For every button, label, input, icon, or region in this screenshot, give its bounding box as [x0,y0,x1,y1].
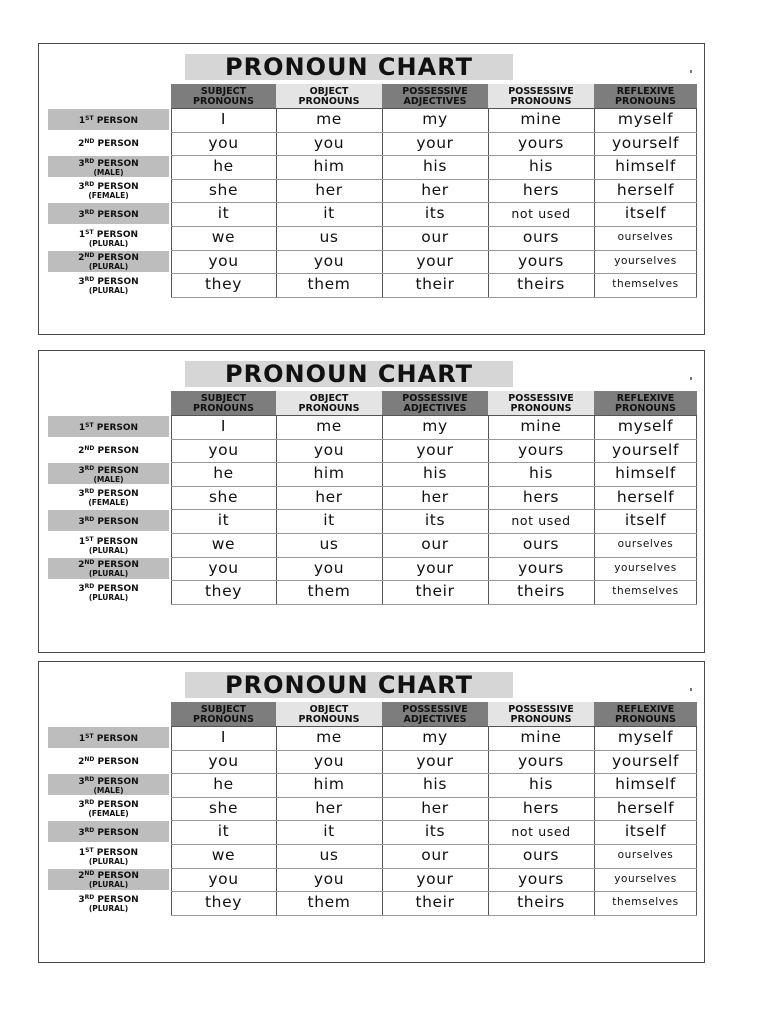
row-label-text: 3RD PERSON [78,488,139,500]
pronoun-cell: herself [616,798,675,817]
column-header [276,702,382,726]
column-header [382,84,488,108]
row-label [48,109,169,130]
column-header [488,702,594,726]
pronoun-cell: his [422,157,447,176]
pronoun-cell: yours [518,133,564,152]
row-label [48,463,169,484]
row-label-qualifier: (PLURAL) [88,569,129,579]
pronoun-cell: his [528,775,553,794]
row-label [48,581,169,602]
row-label-text: 3RD PERSON [78,893,139,905]
row-label-qualifier: (FEMALE) [88,809,129,819]
pronoun-cell: me [316,728,342,746]
pronoun-cell: we [211,228,236,246]
row-label-qualifier: (MALE) [93,474,124,484]
row-label [48,727,169,748]
pronoun-cell: ourselves [617,231,674,243]
pronoun-cell: your [416,440,454,459]
pronoun-cell: she [208,487,239,506]
row-label-text: 3RD PERSON [78,582,139,594]
column-header [594,702,697,726]
pronoun-cell: yourself [611,133,680,152]
pronoun-cell: yours [518,869,564,888]
pronoun-cell: yourself [611,440,680,459]
row-label-qualifier: (FEMALE) [88,498,129,508]
pronoun-cell: your [416,558,454,577]
column-header [594,391,697,415]
pronoun-cell: it [323,822,335,841]
row-label-qualifier: (PLURAL) [88,856,129,866]
pronoun-cell: its [424,204,446,223]
pronoun-cell: themselves [612,278,679,291]
row-label-text: 2ND PERSON [78,138,139,150]
margin-mark [690,377,692,380]
pronoun-cell: we [211,846,236,864]
row-label-qualifier: (PLURAL) [88,545,129,555]
row-label-qualifier: (PLURAL) [88,880,129,890]
row-label-qualifier: (MALE) [93,167,124,177]
column-header-label: POSSESSIVE ADJECTIVES [402,703,468,725]
pronoun-cell: our [421,535,449,553]
pronoun-cell: yours [518,440,564,459]
column-header [382,391,488,415]
pronoun-cell: myself [617,110,674,128]
pronoun-cell: yourselves [614,872,677,885]
pronoun-cell: she [208,798,239,817]
row-label [48,845,169,866]
row-label [48,133,169,154]
pronoun-cell: she [208,180,239,199]
row-label [48,156,169,177]
row-label [48,821,169,842]
column-header-label: POSSESSIVE PRONOUNS [508,85,574,107]
pronoun-cell: our [421,228,449,246]
column-header-label: OBJECT PRONOUNS [298,85,360,107]
row-label-text: 3RD PERSON [78,181,139,193]
row-label-text: 1ST PERSON [78,535,139,547]
pronoun-cell: it [217,511,230,530]
row-label [48,440,169,461]
column-header-label: SUBJECT PRONOUNS [193,703,254,725]
row-label-qualifier: (PLURAL) [88,262,129,272]
pronoun-cell: her [421,798,449,817]
row-label-text: 1ST PERSON [78,228,139,240]
pronoun-cell: his [528,157,553,176]
column-header [276,391,382,415]
pronoun-cell: theirs [517,893,565,912]
pronoun-cell: your [416,869,454,888]
row-label [48,251,169,272]
pronoun-cell: their [415,275,455,294]
row-label-text: 2ND PERSON [78,870,139,882]
pronoun-cell: his [422,775,447,794]
pronoun-cell: her [315,798,343,817]
row-label-text: 3RD PERSON [78,775,139,787]
pronoun-cell: yours [518,751,564,770]
pronoun-cell: your [416,133,454,152]
column-header-label: SUBJECT PRONOUNS [193,85,254,107]
pronoun-cell: him [313,775,345,794]
pronoun-cell: you [313,251,345,270]
pronoun-cell: them [307,582,351,601]
row-label-qualifier: (PLURAL) [88,592,129,602]
pronoun-cell: we [211,535,236,553]
column-header-label: OBJECT PRONOUNS [298,392,360,414]
column-header [382,702,488,726]
column-header [171,702,276,726]
pronoun-cell: them [307,275,351,294]
pronoun-cell: me [316,110,342,128]
pronoun-cell: mine [520,417,562,435]
row-label-text: 1ST PERSON [78,846,139,858]
pronoun-cell: yourself [611,751,680,770]
row-label [48,487,169,508]
row-label [48,180,169,201]
pronoun-cell: hers [522,798,560,817]
pronoun-cell: himself [615,775,676,794]
row-label-text: 2ND PERSON [78,559,139,571]
pronoun-cell: us [319,846,339,864]
pronoun-cell: himself [615,157,676,176]
pronoun-cell: they [204,582,242,601]
pronoun-cell: me [316,417,342,435]
column-header-label: SUBJECT PRONOUNS [193,392,254,414]
pronoun-cell: they [204,893,242,912]
pronoun-cell: them [307,893,351,912]
pronoun-cell: it [217,204,230,223]
pronoun-cell: ourselves [617,849,674,861]
row-label [48,892,169,913]
pronoun-cell: its [424,822,446,841]
pronoun-cell: your [416,251,454,270]
row-label [48,774,169,795]
pronoun-cell: you [313,558,345,577]
margin-mark [690,70,692,73]
pronoun-chart-card [38,350,705,653]
row-label-qualifier: (MALE) [93,785,124,795]
pronoun-cell: you [208,869,239,888]
column-header [171,84,276,108]
pronoun-cell: itself [624,822,667,841]
row-label-qualifier: (FEMALE) [88,191,129,201]
column-header [171,391,276,415]
pronoun-cell: it [323,204,335,223]
pronoun-cell: him [313,157,345,176]
pronoun-cell: he [213,464,234,483]
row-label-text: 1ST PERSON [78,114,139,126]
pronoun-cell: her [315,487,343,506]
pronoun-cell: their [415,893,455,912]
pronoun-cell: I [220,110,227,128]
chart-title: PRONOUN CHART [185,672,513,698]
pronoun-cell: ours [522,846,560,864]
row-label [48,869,169,890]
row-label-text: 3RD PERSON [78,157,139,169]
column-header-label: POSSESSIVE PRONOUNS [508,392,574,414]
pronoun-cell: himself [615,464,676,483]
pronoun-cell: my [422,110,448,128]
row-label [48,798,169,819]
pronoun-cell: mine [520,110,562,128]
row-label-text: 2ND PERSON [78,756,139,768]
pronoun-cell: you [208,251,239,270]
pronoun-cell: him [313,464,345,483]
pronoun-cell: herself [616,487,675,506]
row-label-text: 1ST PERSON [78,421,139,433]
column-header [488,391,594,415]
pronoun-cell: you [313,133,345,152]
row-label-text: 2ND PERSON [78,252,139,264]
pronoun-cell: your [416,751,454,770]
pronoun-cell: yourselves [614,561,677,574]
column-header [276,84,382,108]
row-label-text: 3RD PERSON [78,275,139,287]
pronoun-cell: her [421,180,449,199]
pronoun-cell: it [323,511,335,530]
pronoun-cell: not used [511,513,571,529]
row-label [48,274,169,295]
pronoun-cell: myself [617,728,674,746]
pronoun-chart-card [38,43,705,335]
row-label [48,227,169,248]
pronoun-cell: theirs [517,582,565,601]
row-label [48,534,169,555]
row-label [48,751,169,772]
row-divider [171,297,697,298]
pronoun-chart-card [38,661,705,963]
pronoun-cell: ours [522,535,560,553]
pronoun-cell: themselves [612,585,679,598]
row-label-qualifier: (PLURAL) [88,238,129,248]
pronoun-cell: theirs [517,275,565,294]
column-header-label: POSSESSIVE PRONOUNS [508,703,574,725]
pronoun-cell: you [208,133,239,152]
pronoun-cell: hers [522,180,560,199]
pronoun-cell: you [313,440,345,459]
column-header [488,84,594,108]
pronoun-cell: us [319,535,339,553]
column-header-label: REFLEXIVE PRONOUNS [615,392,676,414]
pronoun-cell: not used [511,206,571,222]
column-header-label: POSSESSIVE ADJECTIVES [402,392,468,414]
row-label-text: 3RD PERSON [78,208,139,220]
pronoun-cell: not used [511,824,571,840]
pronoun-cell: her [315,180,343,199]
pronoun-cell: his [422,464,447,483]
pronoun-cell: yours [518,558,564,577]
pronoun-cell: itself [624,204,667,223]
pronoun-cell: you [208,558,239,577]
pronoun-cell: you [313,869,345,888]
pronoun-cell: he [213,157,234,176]
pronoun-cell: I [220,417,227,435]
pronoun-cell: yours [518,251,564,270]
pronoun-cell: itself [624,511,667,530]
row-label [48,558,169,579]
pronoun-cell: he [213,775,234,794]
pronoun-cell: yourselves [614,254,677,267]
row-label-qualifier: (PLURAL) [88,903,129,913]
pronoun-cell: our [421,846,449,864]
column-header [594,84,697,108]
row-label [48,416,169,437]
pronoun-cell: their [415,582,455,601]
pronoun-cell: they [204,275,242,294]
chart-title: PRONOUN CHART [185,361,513,387]
column-header-label: REFLEXIVE PRONOUNS [615,85,676,107]
pronoun-cell: themselves [612,896,679,909]
column-header-label: REFLEXIVE PRONOUNS [615,703,676,725]
pronoun-cell: hers [522,487,560,506]
pronoun-cell: his [528,464,553,483]
pronoun-cell: myself [617,417,674,435]
pronoun-cell: mine [520,728,562,746]
row-label-text: 3RD PERSON [78,826,139,838]
row-label-text: 3RD PERSON [78,464,139,476]
pronoun-cell: my [422,728,448,746]
row-label [48,510,169,531]
pronoun-cell: her [421,487,449,506]
pronoun-cell: it [217,822,230,841]
row-label-text: 2ND PERSON [78,445,139,457]
row-label-qualifier: (PLURAL) [88,285,129,295]
pronoun-cell: herself [616,180,675,199]
pronoun-cell: its [424,511,446,530]
column-header-label: POSSESSIVE ADJECTIVES [402,85,468,107]
pronoun-cell: us [319,228,339,246]
row-divider [171,604,697,605]
pronoun-cell: I [220,728,227,746]
row-label [48,203,169,224]
row-label-text: 3RD PERSON [78,799,139,811]
column-header-label: OBJECT PRONOUNS [298,703,360,725]
row-label-text: 1ST PERSON [78,732,139,744]
pronoun-cell: you [208,751,239,770]
pronoun-cell: you [208,440,239,459]
margin-mark [690,688,692,691]
pronoun-cell: my [422,417,448,435]
pronoun-cell: ours [522,228,560,246]
pronoun-cell: you [313,751,345,770]
pronoun-cell: ourselves [617,538,674,550]
row-label-text: 3RD PERSON [78,515,139,527]
row-divider [171,915,697,916]
chart-title: PRONOUN CHART [185,54,513,80]
